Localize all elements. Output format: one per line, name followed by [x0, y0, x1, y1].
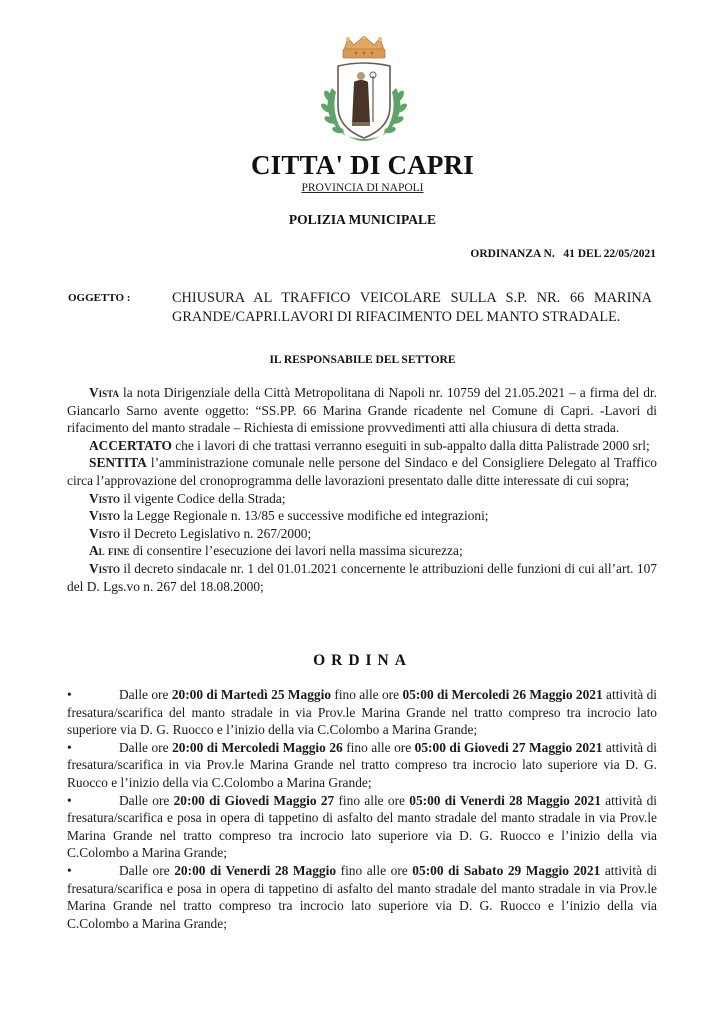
premise-text: l’amministrazione comunale nelle persone del Sindaco e del Consigliere Delegato al Traffico circa l’approvazione del cronoprogramma delle lavorazioni presentato dalle ditte interessate di cui sopra; — [67, 455, 657, 488]
premise-accertato — [67, 437, 657, 455]
order-start-time: 20:00 di Mercoledi Maggio 26 — [172, 739, 343, 755]
premise-keyword: Visto — [89, 508, 121, 524]
premise-visto-codice — [67, 490, 657, 508]
issuer-heading: IL RESPONSABILE DEL SETTORE — [269, 354, 456, 366]
premise-keyword: Visto — [89, 490, 121, 506]
order-item: • Dalle ore 20:00 di Mercoledi Maggio 26 fino alle ore 05:00 di Giovedi 27 Maggio 2021 attività di fresatura/scarifica in via Prov.le Marina Grande nel tratto compreso tra incrocio lato superiore via D. G. Ruocco e l’inizio della via C.Colombo a Marina Grande; — [67, 739, 658, 790]
city-title: CITTA' DI CAPRI — [250, 150, 475, 180]
order-end-time: 05:00 di Giovedi 27 Maggio 2021 — [414, 739, 603, 755]
order-end-time: 05:00 di Mercoledi 26 Maggio 2021 — [402, 687, 603, 702]
premises-section — [67, 384, 657, 595]
premise-keyword: SENTITA — [89, 455, 147, 471]
premise-visto-legge-regionale — [67, 507, 657, 525]
premise-text: il decreto sindacale nr. 1 del 01.01.2021 concernente le attribuzioni delle funzioni di cui all’art. 107 del D. Lgs.vo n. 267 del 18.08.2000; — [67, 560, 657, 594]
premise-text: la nota Dirigenziale della Città Metropolitana di Napoli nr. 10759 del 21.05.2021 – a firma del dr. Giancarlo Sarno avente oggetto: “SS.PP. 66 Marina Grande ricadente nel Comune di Capri. -Lavori di rifacimento del manto stradale – Richiesta di emissione provvedimenti atti alla chiusura di detta strada. — [67, 385, 657, 436]
order-end-time: 05:00 di Venerdi 28 Maggio 2021 — [409, 792, 601, 808]
ordinance-number: ORDINANZA N. 41 DEL 22/05/2021 — [470, 248, 656, 260]
premise-visto-decreto-legislativo — [67, 525, 657, 543]
bullet-icon: • — [67, 862, 72, 878]
premise-visto-decreto-sindacale — [67, 560, 657, 595]
premise-text: il Decreto Legislativo n. 267/2000; — [120, 525, 312, 541]
ordina-heading: ORDINA — [313, 652, 412, 669]
premise-text: il vigente Codice della Strada; — [120, 490, 286, 506]
premise-text: che i lavori di che trattasi verranno eseguiti in sub-appalto dalla ditta Palistrade 2000 srl; — [171, 437, 650, 453]
order-start-time: 20:00 di Venerdi 28 Maggio — [174, 862, 337, 878]
order-description: attività di fresatura/scarifica in via Prov.le Marina Grande nel tratto compreso tra incrocio lato superiore via D. G. Ruocco e l’inizio della via C.Colombo a Marina Grande; — [67, 739, 658, 790]
order-item: • Dalle ore 20:00 di Venerdi 28 Maggio fino alle ore 05:00 di Sabato 29 Maggio 2021 attività di fresatura/scarifica e posa in opera di tappetino di asfalto del manto stradale del manto stradale in via Prov.le Marina Grande nel tratto compreso tra incrocio lato superiore via D. G. Ruocco e l’inizio della via C.Colombo a Marina Grande; — [67, 862, 657, 931]
premise-keyword: Visto — [89, 560, 121, 576]
premise-text: la Legge Regionale n. 13/85 e successive modifiche ed integrazioni; — [120, 508, 489, 524]
province-subtitle: PROVINCIA DI NAPOLI — [301, 182, 424, 194]
premise-keyword: Al fine — [89, 543, 130, 559]
bullet-icon: • — [67, 792, 72, 808]
bullet-icon: • — [67, 739, 72, 755]
subject-text: CHIUSURA AL TRAFFICO VEICOLARE SULLA S.P. NR. 66 MARINA GRANDE/CAPRI.LAVORI DI RIFACIMENTO DEL MANTO STRADALE. — [172, 290, 652, 325]
order-description: attività di fresatura/scarifica e posa in opera di tappetino di asfalto del manto stradale del manto stradale in via Prov.le Marina Grande nel tratto compreso tra incrocio lato superiore via D. G. Ruocco e l’inizio della via C.Colombo a Marina Grande; — [67, 862, 657, 931]
order-description: attività di fresatura/scarifica e posa in opera di tappetino di asfalto del manto stradale del manto stradale in via Prov.le Marina Grande nel tratto compreso tra incrocio lato superiore via D. G. Ruocco e l’inizio della via C.Colombo a Marina Grande; — [67, 792, 658, 861]
capri-coat-of-arms-icon — [318, 36, 410, 148]
orders-list — [67, 686, 657, 932]
order-description: attività di fresatura/scarifica del manto stradale in via Prov.le Marina Grande nel tratto compreso tra incrocio lato superiore via D. G. Ruocco e l’inizio della via C.Colombo a Marina Grande; — [67, 687, 657, 738]
order-end-time: 05:00 di Sabato 29 Maggio 2021 — [412, 862, 601, 878]
premise-keyword: ACCERTATO — [89, 437, 172, 453]
crown-icon — [343, 36, 385, 58]
order-item: • Dalle ore 20:00 di Martedì 25 Maggio fino alle ore 05:00 di Mercoledi 26 Maggio 2021 attività di fresatura/scarifica del manto stradale in via Prov.le Marina Grande nel tratto compreso tra incrocio lato superiore via D. G. Ruocco e l’inizio della via C.Colombo a Marina Grande; — [67, 687, 657, 738]
premise-sentita — [67, 454, 657, 489]
order-start-time: 20:00 di Giovedi Maggio 27 — [173, 792, 335, 808]
order-item: • Dalle ore 20:00 di Giovedi Maggio 27 fino alle ore 05:00 di Venerdi 28 Maggio 2021 attività di fresatura/scarifica e posa in opera di tappetino di asfalto del manto stradale del manto stradale in via Prov.le Marina Grande nel tratto compreso tra incrocio lato superiore via D. G. Ruocco e l’inizio della via C.Colombo a Marina Grande; — [67, 792, 658, 861]
bullet-icon: • — [67, 687, 72, 702]
premise-keyword: Visto — [89, 525, 121, 541]
order-start-time: 20:00 di Martedì 25 Maggio — [171, 687, 332, 702]
premise-vista-nota — [67, 384, 657, 437]
premise-text: di consentire l’esecuzione dei lavori nella massima sicurezza; — [129, 543, 463, 559]
subject-label: OGGETTO : — [68, 292, 131, 304]
premise-al-fine — [67, 542, 657, 560]
premise-keyword: Vista — [89, 385, 120, 400]
department-heading: POLIZIA MUNICIPALE — [288, 212, 437, 227]
